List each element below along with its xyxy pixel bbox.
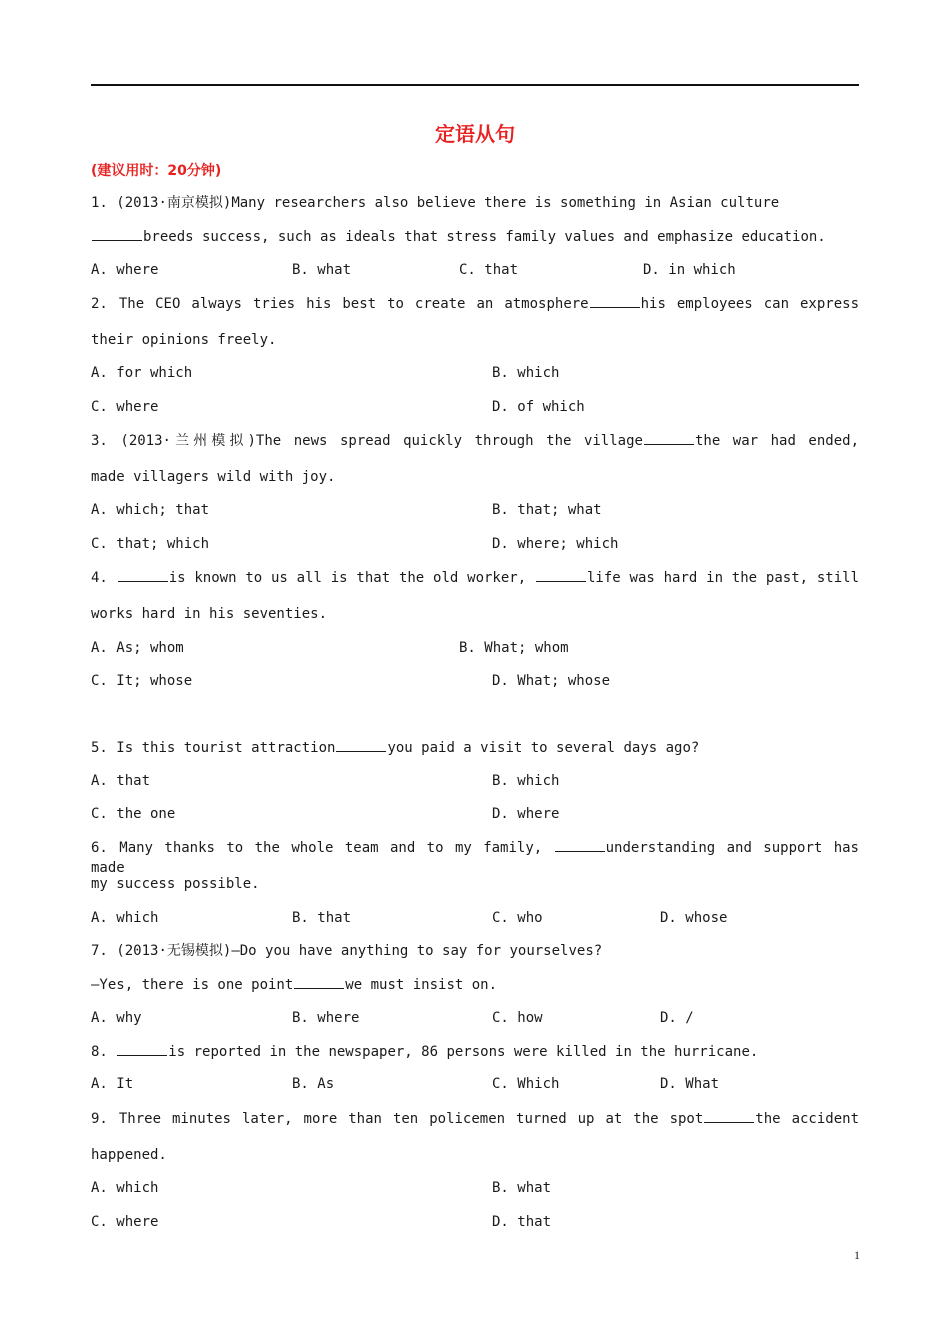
answer-blank — [590, 293, 640, 308]
question-6-line-2: my success possible. — [91, 876, 260, 892]
option-3b: B. that; what — [492, 502, 602, 518]
question-4-line-1: 4. is known to us all is that the old worker, life was hard in the past, still — [91, 567, 859, 588]
option-3d: D. where; which — [492, 536, 619, 552]
question-7-line-2: —Yes, there is one point we must insist on. — [91, 974, 497, 995]
question-6-line-1: 6. Many thanks to the whole team and to my family, understanding and support has made — [91, 837, 859, 878]
header-rule — [91, 84, 859, 86]
option-3c: C. that; which — [91, 536, 210, 552]
answer-blank — [92, 226, 142, 241]
option-8b: B. As — [292, 1076, 335, 1092]
question-source: (2013·南京模拟) — [116, 195, 232, 211]
page-number: 1 — [854, 1248, 860, 1262]
option-4d: D. What; whose — [492, 673, 611, 689]
option-1b: B. what — [292, 262, 352, 278]
question-1-line-2: breeds success, such as ideals that stress family values and emphasize education. — [91, 226, 826, 247]
option-9d: D. that — [492, 1214, 552, 1230]
question-4-line-2: works hard in his seventies. — [91, 606, 328, 622]
option-7b: B. where — [292, 1010, 360, 1026]
option-2b: B. which — [492, 365, 560, 381]
answer-blank — [336, 737, 386, 752]
option-7c: C. how — [492, 1010, 543, 1026]
answer-blank — [555, 837, 605, 852]
answer-blank — [294, 974, 344, 989]
option-6a: A. which — [91, 910, 159, 926]
answer-blank — [536, 567, 586, 582]
option-8d: D. What — [660, 1076, 720, 1092]
time-hint: (建议用时：20分钟) — [91, 163, 222, 179]
option-3a: A. which; that — [91, 502, 210, 518]
option-2d: D. of which — [492, 399, 585, 415]
question-8-line-1: 8. is reported in the newspaper, 86 persons were killed in the hurricane. — [91, 1041, 758, 1062]
answer-blank — [118, 567, 168, 582]
option-5a: A. that — [91, 773, 151, 789]
question-source: (2013·兰州模拟) — [120, 433, 256, 449]
option-6b: B. that — [292, 910, 352, 926]
option-6c: C. who — [492, 910, 543, 926]
option-4a: A. As; whom — [91, 640, 184, 656]
option-9a: A. which — [91, 1180, 159, 1196]
answer-blank — [117, 1041, 167, 1056]
answer-blank — [704, 1108, 754, 1123]
question-1-line-1: 1. (2013·南京模拟)Many researchers also believe there is something in Asian culture — [91, 195, 780, 211]
question-9-line-1: 9. Three minutes later, more than ten policemen turned up at the spot the accident — [91, 1108, 859, 1129]
option-1c: C. that — [459, 262, 519, 278]
option-9c: C. where — [91, 1214, 159, 1230]
option-7a: A. why — [91, 1010, 142, 1026]
question-7-line-1: 7. (2013·无锡模拟)—Do you have anything to say for yourselves? — [91, 943, 603, 959]
option-7d: D. / — [660, 1010, 694, 1026]
option-5b: B. which — [492, 773, 560, 789]
question-2-line-2: their opinions freely. — [91, 332, 277, 348]
question-3-line-2: made villagers wild with joy. — [91, 469, 336, 485]
option-4b: B. What; whom — [459, 640, 569, 656]
option-2c: C. where — [91, 399, 159, 415]
page-title: 定语从句 — [435, 122, 515, 146]
answer-blank — [644, 430, 694, 445]
option-5c: C. the one — [91, 806, 176, 822]
question-2-line-1: 2. The CEO always tries his best to create an atmosphere his employees can express — [91, 293, 859, 314]
option-1d: D. in which — [643, 262, 736, 278]
option-8a: A. It — [91, 1076, 134, 1092]
option-6d: D. whose — [660, 910, 728, 926]
option-1a: A. where — [91, 262, 159, 278]
question-source: (2013·无锡模拟) — [116, 943, 232, 959]
option-9b: B. what — [492, 1180, 552, 1196]
option-5d: D. where — [492, 806, 560, 822]
question-3-line-1: 3. (2013·兰州模拟)The news spread quickly through the village the war had ended, — [91, 430, 859, 451]
option-2a: A. for which — [91, 365, 193, 381]
question-9-line-2: happened. — [91, 1147, 167, 1163]
option-8c: C. Which — [492, 1076, 560, 1092]
question-5-line-1: 5. Is this tourist attraction you paid a visit to several days ago? — [91, 737, 699, 758]
option-4c: C. It; whose — [91, 673, 193, 689]
